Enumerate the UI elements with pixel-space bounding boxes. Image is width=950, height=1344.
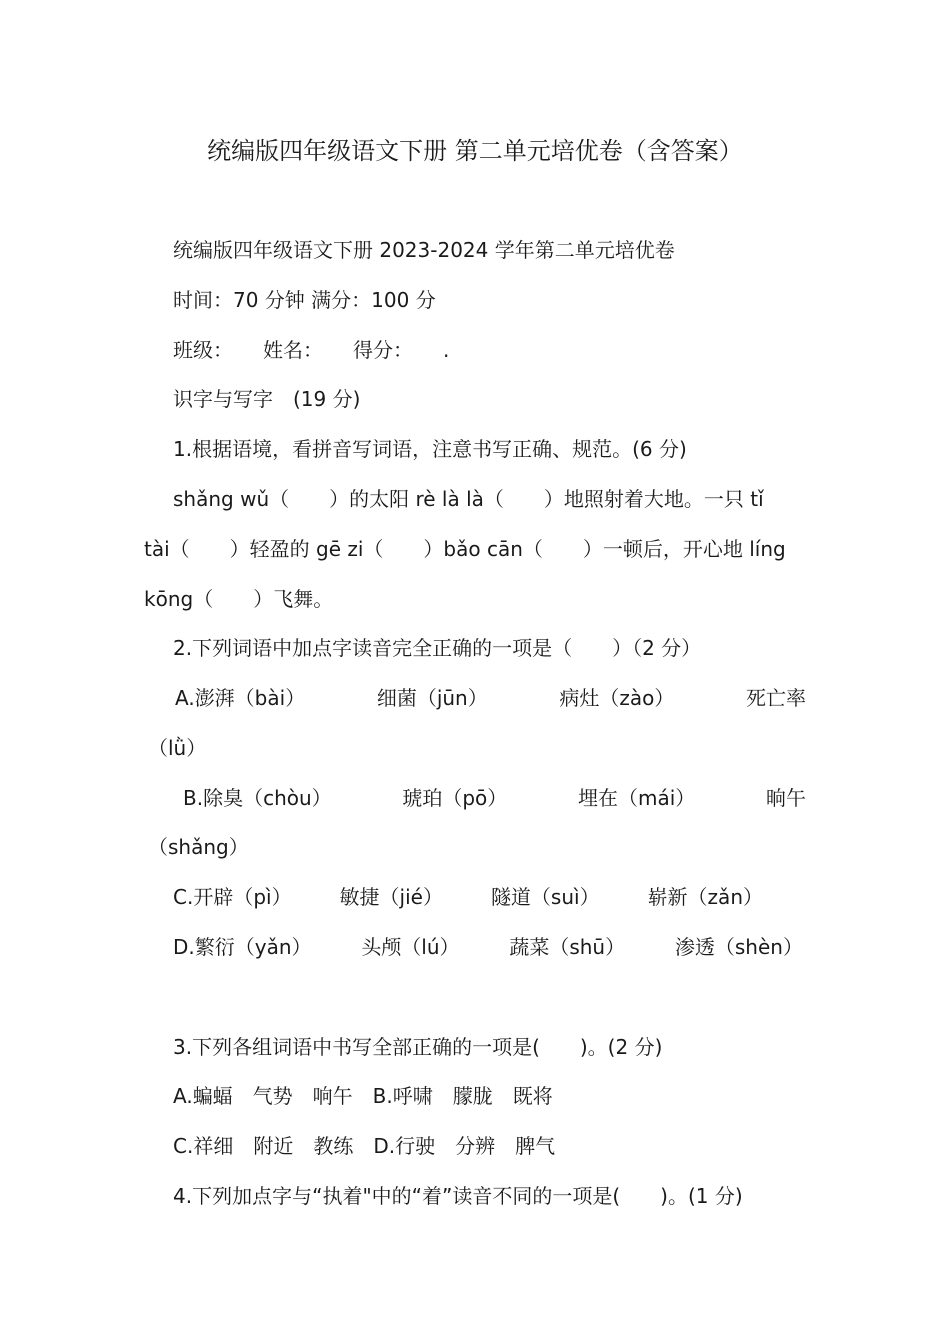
section-heading: 识字与写字 (19 分) — [173, 387, 361, 411]
option-item: 病灶（zào） — [559, 686, 675, 710]
option-item: 崭新（zǎn） — [647, 885, 763, 909]
question-2-option-b-tail: （shǎng） — [148, 835, 249, 859]
question-2-option-c — [173, 882, 763, 912]
option-item: C.开辟（pì） — [173, 885, 292, 909]
question-2-option-a-tail: （lǜ） — [148, 736, 207, 760]
document-title: 统编版四年级语文下册 第二单元培优卷（含答案） — [207, 137, 743, 165]
option-item: 敏捷（jié） — [339, 885, 443, 909]
option-item: 蔬菜（shū） — [509, 935, 626, 959]
question-4-stem: 4.下列加点字与“执着"中的“着”读音不同的一项是( )。(1 分) — [173, 1184, 743, 1208]
question-1-line-3: kōng（ ）飞舞。 — [144, 587, 334, 611]
question-1-line-1: shǎng wǔ（ ）的太阳 rè là là（ ）地照射着大地。一只 tǐ — [173, 487, 764, 511]
option-item: 晌午 — [765, 786, 806, 810]
question-3-options-cd: C.祥细 附近 教练 D.行驶 分辨 脾气 — [173, 1134, 556, 1158]
question-1-line-2: tài（ ）轻盈的 gē zi（ ）bǎo cān（ ）一顿后，开心地 líng — [144, 537, 786, 561]
option-item: 头颅（lú） — [361, 935, 460, 959]
option-item: 埋在（mái） — [577, 786, 696, 810]
option-item: D.繁衍（yǎn） — [173, 935, 312, 959]
option-item: 隧道（suì） — [490, 885, 600, 909]
question-3-stem: 3.下列各组词语中书写全部正确的一项是( )。(2 分) — [173, 1035, 663, 1059]
question-1-stem: 1.根据语境，看拼音写词语，注意书写正确、规范。(6 分) — [173, 437, 687, 461]
option-item: 细菌（jūn） — [376, 686, 488, 710]
question-2-option-b — [183, 783, 806, 813]
question-2-option-d — [173, 932, 803, 962]
exam-subtitle: 统编版四年级语文下册 2023-2024 学年第二单元培优卷 — [173, 238, 675, 262]
time-score-line: 时间：70 分钟 满分：100 分 — [173, 288, 436, 312]
option-item: 琥珀（pō） — [402, 786, 508, 810]
question-2-stem: 2.下列词语中加点字读音完全正确的一项是（ ）（2 分） — [173, 636, 702, 660]
student-info-line: 班级： 姓名： 得分： . — [173, 338, 450, 362]
option-item: 死亡率 — [746, 686, 806, 710]
option-item: A.澎湃（bài） — [175, 686, 306, 710]
option-item: B.除臭（chòu） — [183, 786, 332, 810]
question-3-options-ab: A.蝙蝠 气势 响午 B.呼啸 朦胧 既将 — [173, 1084, 553, 1108]
question-2-option-a — [175, 683, 806, 713]
option-item: 渗透（shèn） — [674, 935, 803, 959]
